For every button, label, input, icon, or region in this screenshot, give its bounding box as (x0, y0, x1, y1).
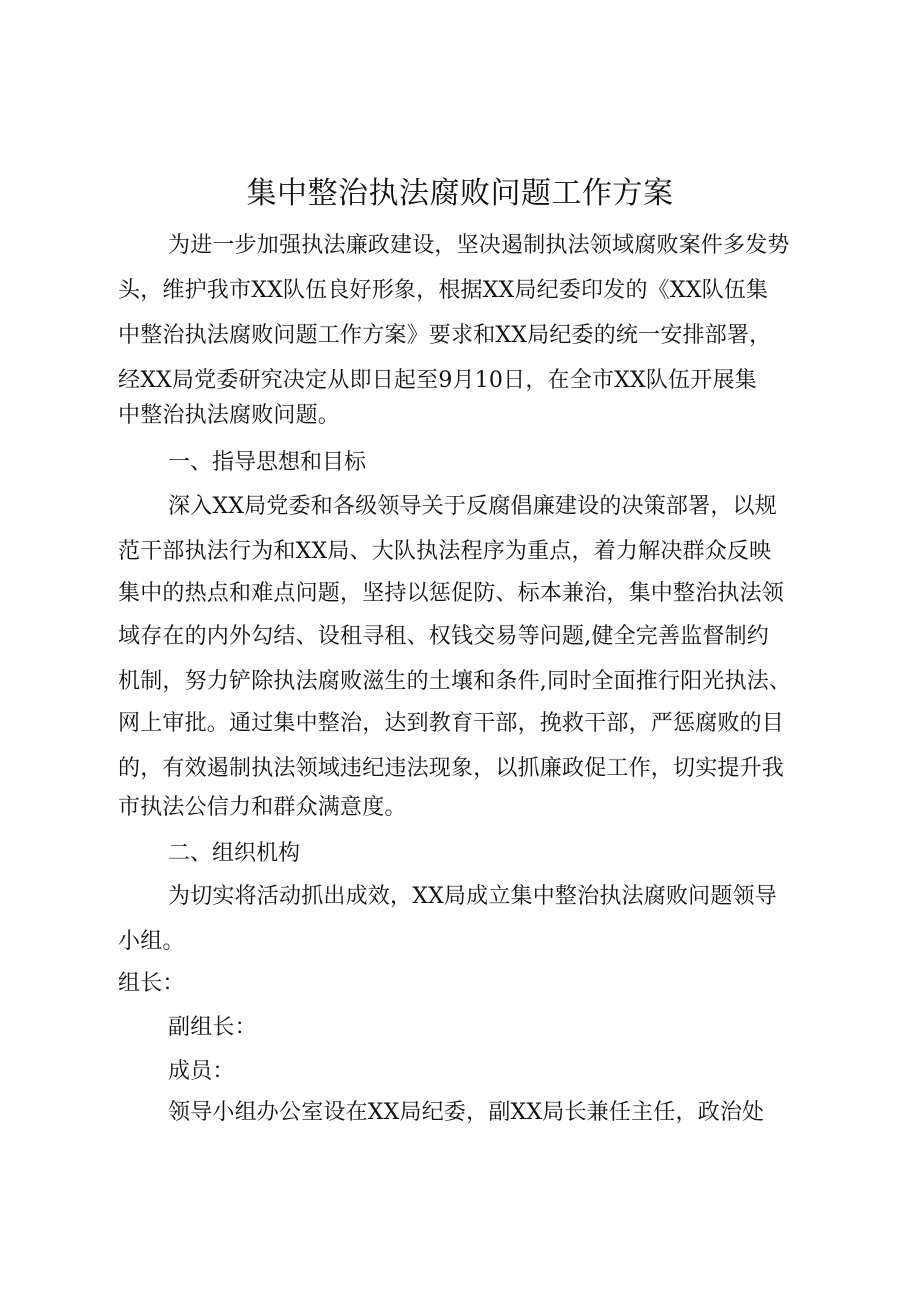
document-title: 集中整治执法腐败问题工作方案 (246, 176, 674, 211)
intro-line: 中整治执法腐败问题。 (118, 403, 341, 428)
office-line: 领导小组办公室设在XX局纪委，副XX局长兼任主任，政治处 (168, 1100, 765, 1125)
section1-line: 市执法公信力和群众满意度。 (118, 795, 407, 820)
section1-line: 网上审批。通过集中整治，达到教育干部，挽救干部，严惩腐败的目 (118, 711, 785, 736)
deputy-leader-label: 副组长： (168, 1015, 257, 1040)
section2-line: 为切实将活动抓出成效，XX局成立集中整治执法腐败问题领导 (168, 884, 777, 909)
intro-line: 经XX局党委研究决定从即日起至9月10日，在全市XX队伍开展集 (118, 368, 757, 393)
section1-line: 深入XX局党委和各级领导关于反腐倡廉建设的决策部署，以规 (168, 494, 777, 519)
members-label: 成员： (168, 1059, 235, 1084)
intro-line: 头，维护我市XX队伍良好形象，根据XX局纪委印发的《XX队伍集 (118, 278, 769, 303)
section-heading-organization: 二、组织机构 (168, 841, 301, 866)
section1-line: 集中的热点和难点问题，坚持以惩促防、标本兼治，集中整治执法领 (118, 581, 785, 606)
leader-label: 组长： (118, 971, 185, 996)
section1-line: 的，有效遏制执法领域违纪违法现象，以抓廉政促工作，切实提升我 (118, 756, 785, 781)
intro-line: 为进一步加强执法廉政建设，坚决遏制执法领域腐败案件多发势 (168, 233, 790, 258)
section1-line: 机制，努力铲除执法腐败滋生的土壤和条件,同时全面推行阳光执法、 (118, 669, 792, 694)
section1-line: 域存在的内外勾结、设租寻租、权钱交易等问题,健全完善监督制约 (118, 624, 769, 649)
section2-line: 小组。 (118, 929, 185, 954)
section1-line: 范干部执法行为和XX局、大队执法程序为重点，着力解决群众反映 (118, 539, 772, 564)
section-heading-guiding-ideas: 一、指导思想和目标 (168, 450, 367, 475)
intro-line: 中整治执法腐败问题工作方案》要求和XX局纪委的统一安排部署， (118, 323, 772, 348)
